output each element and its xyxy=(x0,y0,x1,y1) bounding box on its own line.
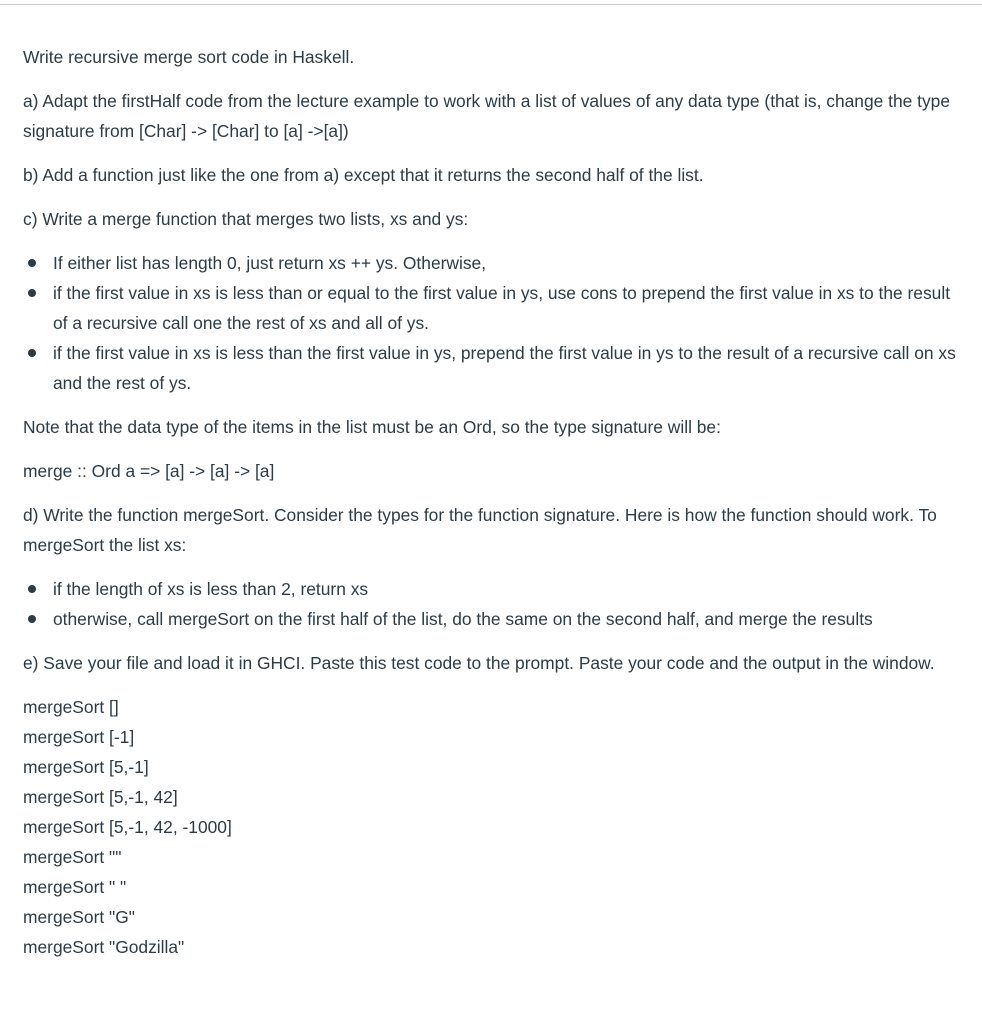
part-b-text: b) Add a function just like the one from a) except that it returns the second half of the list. xyxy=(23,165,704,185)
part-c-text: c) Write a merge function that merges two lists, xs and ys: xyxy=(23,209,469,229)
test-code-line: mergeSort " " xyxy=(23,877,127,897)
list-item: if the length of xs is less than 2, return xs xyxy=(53,574,968,604)
test-code-line: mergeSort "Godzilla" xyxy=(23,937,185,957)
part-a-text: a) Adapt the firstHalf code from the lecture example to work with a list of values of any data type (that is, change the type signature from [Char] -> [Char] to [a] ->[a]) xyxy=(23,91,951,141)
mergesort-rules-list xyxy=(23,574,968,634)
test-code-line: mergeSort "G" xyxy=(23,907,135,927)
test-code-line: mergeSort [5,-1, 42] xyxy=(23,787,178,807)
test-code-line: mergeSort [5,-1, 42, -1000] xyxy=(23,817,232,837)
test-code-line: mergeSort "" xyxy=(23,847,122,867)
intro-text: Write recursive merge sort code in Haskell. xyxy=(23,47,355,67)
merge-rules-list xyxy=(23,248,968,398)
list-item: If either list has length 0, just return xs ++ ys. Otherwise, xyxy=(53,248,968,278)
list-item: otherwise, call mergeSort on the first half of the list, do the same on the second half, and merge the results xyxy=(53,604,968,634)
list-item: if the first value in xs is less than or equal to the first value in ys, use cons to prepend the first value in xs to the result of a recursive call one the rest of xs and all of ys. xyxy=(53,278,968,338)
test-code-line: mergeSort [] xyxy=(23,697,119,717)
test-code-line: mergeSort [5,-1] xyxy=(23,757,149,777)
assignment-content xyxy=(23,42,968,962)
note-text: Note that the data type of the items in the list must be an Ord, so the type signature will be: xyxy=(23,417,721,437)
top-divider xyxy=(0,4,982,5)
part-d-text: d) Write the function mergeSort. Consider the types for the function signature. Here is how the function should work. To mergeSort the list xs: xyxy=(23,505,937,555)
test-code-block xyxy=(23,692,968,962)
part-e-text: e) Save your file and load it in GHCI. Paste this test code to the prompt. Paste your code and the output in the window. xyxy=(23,653,935,673)
test-code-line: mergeSort [-1] xyxy=(23,727,135,747)
merge-signature: merge :: Ord a => [a] -> [a] -> [a] xyxy=(23,461,275,481)
list-item: if the first value in xs is less than the first value in ys, prepend the first value in ys to the result of a recursive call on xs and the rest of ys. xyxy=(53,338,968,398)
